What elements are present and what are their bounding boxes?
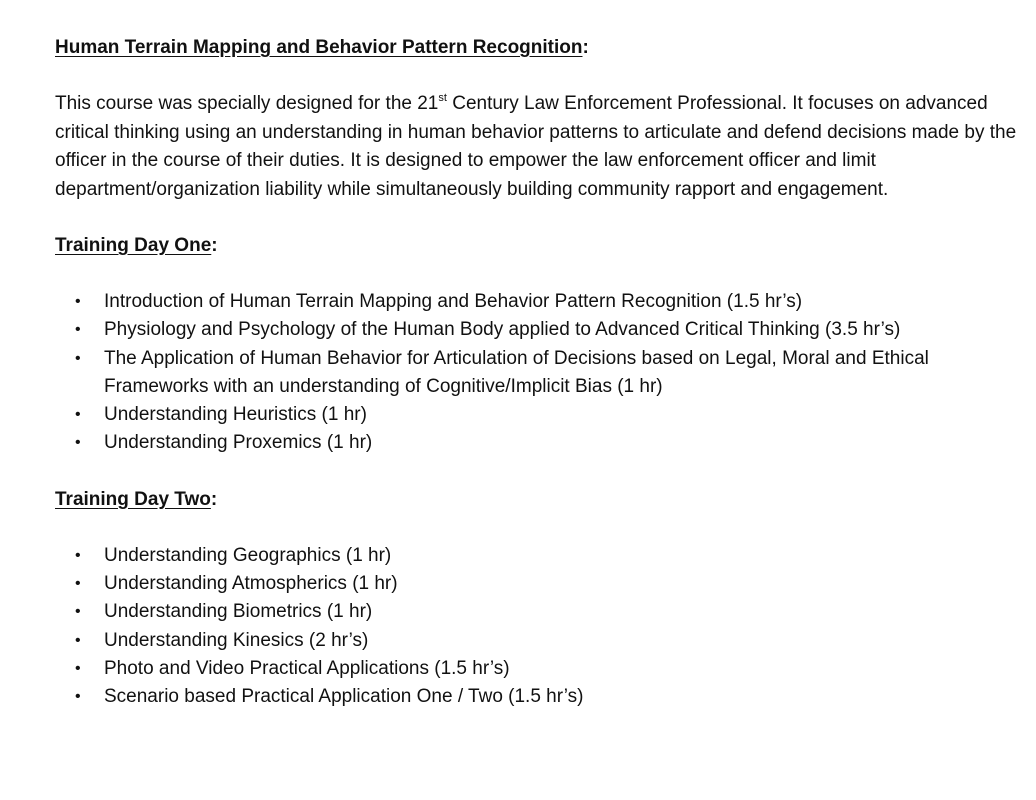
list-item (55, 683, 1030, 711)
training-day-two-list (55, 542, 1030, 712)
training-day-one-heading-colon: : (211, 235, 218, 256)
training-day-two-heading-colon: : (210, 488, 218, 510)
ordinal-suffix: st (438, 91, 447, 104)
list-item-text: Understanding Biometrics (1 hr) (104, 601, 373, 623)
list-item-text: Scenario based Practical Application One / Two (1.5 hr’s) (104, 686, 584, 708)
course-description (55, 90, 1030, 204)
list-item (55, 401, 1030, 429)
bullet-icon: • (75, 631, 81, 649)
training-day-one-heading-text: Training Day One (55, 235, 212, 256)
training-day-two-heading (55, 486, 1030, 514)
list-item (55, 429, 1030, 457)
list-item (55, 288, 1030, 316)
bullet-icon: • (75, 659, 81, 677)
document-page (55, 34, 1030, 712)
training-day-two-heading-text: Training Day Two (55, 488, 211, 510)
bullet-icon: • (75, 293, 81, 310)
bullet-icon: • (75, 321, 81, 339)
list-item-text: Photo and Video Practical Applications (1.5 hr’s) (104, 657, 510, 679)
list-item (55, 598, 1030, 626)
training-day-one-heading (55, 232, 1030, 260)
list-item-text: Understanding Kinesics (2 hr’s) (104, 629, 369, 651)
list-item (55, 542, 1030, 570)
list-item-text: Introduction of Human Terrain Mapping and Behavior Pattern Recognition (1.5 hr’s) (104, 291, 803, 312)
training-day-one-list (55, 288, 1030, 458)
list-item-text: The Application of Human Behavior for Articulation of Decisions based on Legal, Moral and Ethical Frameworks with an understanding of Cognitive/Implicit Bias (1 hr) (104, 347, 929, 397)
list-item-text: Understanding Proxemics (1 hr) (104, 432, 373, 454)
course-title (55, 34, 1030, 62)
bullet-icon: • (75, 434, 81, 452)
course-title-text: Human Terrain Mapping and Behavior Pattern Recognition (55, 37, 583, 58)
bullet-icon: • (75, 546, 81, 564)
list-item (55, 316, 1030, 344)
list-item (55, 570, 1030, 598)
bullet-icon: • (75, 688, 81, 706)
bullet-icon: • (75, 603, 81, 621)
course-title-colon: : (582, 37, 589, 58)
list-item-text: Understanding Heuristics (1 hr) (104, 404, 367, 426)
list-item-text: Understanding Geographics (1 hr) (104, 544, 392, 566)
list-item (55, 627, 1030, 655)
list-item-text: Physiology and Psychology of the Human Body applied to Advanced Critical Thinking (3.5 hr’s) (104, 319, 901, 341)
list-item (55, 345, 1030, 402)
bullet-icon: • (75, 349, 81, 367)
course-description-rest: Century Law Enforcement Professional. It focuses on advanced critical thinking using an understanding in human behavior patterns to articulate and defend decisions made by the officer in the course of their duties. It is designed to empower the law enforcement officer and limit department/organization liability while simultaneously building community rapport and engagement. (55, 93, 1017, 200)
list-item (55, 655, 1030, 683)
bullet-icon: • (75, 406, 81, 424)
course-description-start: This course was specially designed for the 21 (55, 93, 439, 114)
list-item-text: Understanding Atmospherics (1 hr) (104, 573, 398, 595)
bullet-icon: • (75, 575, 81, 593)
